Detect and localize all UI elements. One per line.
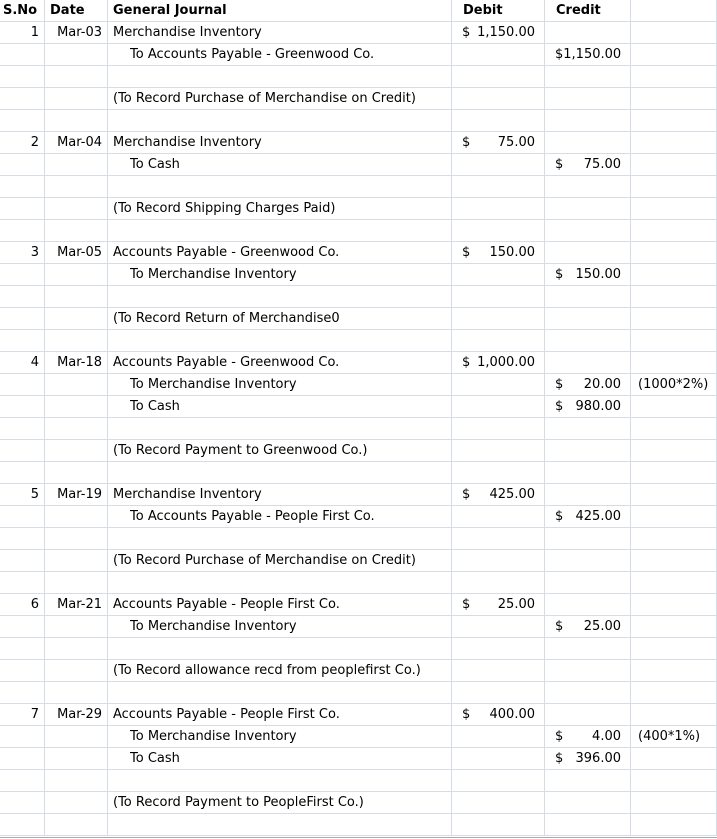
cell-credit[interactable] [545, 242, 631, 264]
amount-value: 425.00 [575, 509, 621, 524]
cell-date[interactable] [45, 44, 108, 66]
cell-date[interactable] [45, 286, 108, 308]
cell-journal[interactable]: (To Record Shipping Charges Paid) [108, 198, 452, 220]
cell-journal[interactable]: (To Record Payment to Greenwood Co.) [108, 440, 452, 462]
cell-sno[interactable] [0, 374, 45, 396]
cell-credit[interactable] [545, 814, 631, 836]
cell-journal[interactable] [108, 220, 452, 242]
cell-credit[interactable] [545, 154, 631, 176]
cell-debit[interactable] [452, 418, 545, 440]
cell-journal[interactable]: To Cash [108, 154, 452, 176]
cell-debit[interactable] [452, 440, 545, 462]
cell-credit[interactable] [545, 792, 631, 814]
cell-note[interactable] [631, 198, 717, 220]
cell-debit[interactable] [452, 176, 545, 198]
cell-journal[interactable] [108, 418, 452, 440]
cell-credit[interactable] [545, 572, 631, 594]
cell-sno[interactable] [0, 110, 45, 132]
cell-note[interactable] [631, 330, 717, 352]
cell-date[interactable]: Mar-04 [45, 132, 108, 154]
cell-journal[interactable]: To Merchandise Inventory [108, 264, 452, 286]
cell-credit[interactable] [545, 550, 631, 572]
amount-value: 1,150.00 [477, 25, 535, 40]
amount-value: 25.00 [497, 597, 535, 612]
cell-note[interactable] [631, 792, 717, 814]
cell-date[interactable] [45, 506, 108, 528]
cell-credit[interactable] [545, 352, 631, 374]
cell-note[interactable] [631, 594, 717, 616]
amount-value: 425.00 [489, 487, 535, 502]
cell-sno[interactable]: 2 [0, 132, 45, 154]
currency-symbol: $ [462, 25, 471, 40]
cell-note[interactable] [631, 66, 717, 88]
cell-credit[interactable] [545, 198, 631, 220]
cell-date[interactable] [45, 66, 108, 88]
cell-debit[interactable] [452, 352, 545, 374]
cell-date[interactable] [45, 682, 108, 704]
cell-journal[interactable] [108, 572, 452, 594]
currency-symbol: $ [555, 399, 564, 414]
cell-date[interactable]: Mar-05 [45, 242, 108, 264]
cell-note[interactable] [631, 770, 717, 792]
cell-sno[interactable] [0, 264, 45, 286]
cell-sno[interactable] [0, 770, 45, 792]
cell-debit[interactable] [452, 308, 545, 330]
cell-note[interactable]: (400*1%) [631, 726, 717, 748]
sheet-bottom-edge [0, 837, 717, 838]
cell-sno[interactable] [0, 550, 45, 572]
currency-symbol: $ [462, 355, 471, 370]
cell-credit[interactable] [545, 22, 631, 44]
cell-note[interactable] [631, 682, 717, 704]
cell-sno[interactable]: 1 [0, 22, 45, 44]
cell-sno[interactable] [0, 286, 45, 308]
cell-debit[interactable] [452, 286, 545, 308]
cell-note[interactable] [631, 176, 717, 198]
cell-debit[interactable] [452, 528, 545, 550]
cell-sno[interactable] [0, 792, 45, 814]
cell-debit[interactable] [452, 682, 545, 704]
cell-sno[interactable] [0, 660, 45, 682]
cell-date[interactable] [45, 176, 108, 198]
currency-symbol: $ [462, 597, 471, 612]
cell-note[interactable] [631, 396, 717, 418]
currency-symbol: $ [555, 267, 564, 282]
cell-credit[interactable] [545, 704, 631, 726]
cell-sno[interactable] [0, 66, 45, 88]
cell-credit[interactable] [545, 286, 631, 308]
cell-credit[interactable] [545, 462, 631, 484]
cell-credit[interactable] [545, 594, 631, 616]
cell-journal[interactable]: To Merchandise Inventory [108, 616, 452, 638]
cell-credit[interactable] [545, 660, 631, 682]
cell-date[interactable] [45, 770, 108, 792]
cell-sno[interactable] [0, 330, 45, 352]
cell-note[interactable] [631, 440, 717, 462]
cell-credit[interactable] [545, 66, 631, 88]
cell-debit[interactable] [452, 374, 545, 396]
cell-journal[interactable] [108, 176, 452, 198]
cell-sno[interactable] [0, 506, 45, 528]
cell-note[interactable] [631, 550, 717, 572]
cell-note[interactable] [631, 88, 717, 110]
cell-date[interactable] [45, 660, 108, 682]
cell-journal[interactable] [108, 66, 452, 88]
cell-date[interactable]: Mar-18 [45, 352, 108, 374]
header-credit[interactable]: Credit [545, 0, 631, 22]
cell-debit[interactable] [452, 748, 545, 770]
cell-credit[interactable] [545, 638, 631, 660]
cell-credit[interactable] [545, 418, 631, 440]
cell-credit[interactable] [545, 748, 631, 770]
cell-note[interactable] [631, 462, 717, 484]
currency-symbol: $ [555, 729, 564, 744]
cell-credit[interactable] [545, 506, 631, 528]
cell-sno[interactable] [0, 88, 45, 110]
cell-date[interactable] [45, 462, 108, 484]
cell-date[interactable] [45, 198, 108, 220]
cell-journal[interactable]: (To Record Payment to PeopleFirst Co.) [108, 792, 452, 814]
cell-debit[interactable] [452, 242, 545, 264]
cell-note[interactable] [631, 616, 717, 638]
cell-credit[interactable] [545, 132, 631, 154]
cell-credit[interactable] [545, 374, 631, 396]
amount-value: 150.00 [489, 245, 535, 260]
cell-debit[interactable] [452, 88, 545, 110]
cell-debit[interactable] [452, 792, 545, 814]
cell-journal[interactable]: (To Record Purchase of Merchandise on Credit) [108, 88, 452, 110]
amount-value: 25.00 [583, 619, 621, 634]
cell-date[interactable]: Mar-29 [45, 704, 108, 726]
cell-date[interactable]: Mar-21 [45, 594, 108, 616]
cell-journal[interactable]: Merchandise Inventory [108, 22, 452, 44]
cell-debit[interactable] [452, 154, 545, 176]
cell-credit[interactable] [545, 770, 631, 792]
cell-sno[interactable] [0, 418, 45, 440]
cell-debit[interactable] [452, 638, 545, 660]
cell-date[interactable] [45, 330, 108, 352]
cell-note[interactable] [631, 154, 717, 176]
cell-note[interactable] [631, 220, 717, 242]
cell-credit[interactable] [545, 682, 631, 704]
cell-date[interactable] [45, 374, 108, 396]
cell-debit[interactable] [452, 704, 545, 726]
cell-debit[interactable] [452, 396, 545, 418]
cell-note[interactable] [631, 44, 717, 66]
cell-journal[interactable] [108, 286, 452, 308]
cell-date[interactable] [45, 616, 108, 638]
cell-debit[interactable] [452, 66, 545, 88]
header-date[interactable]: Date [45, 0, 108, 22]
cell-debit[interactable] [452, 770, 545, 792]
currency-symbol: $ [555, 157, 564, 172]
cell-date[interactable] [45, 528, 108, 550]
amount-value: 75.00 [497, 135, 535, 150]
currency-symbol: $ [555, 751, 564, 766]
cell-debit[interactable] [452, 550, 545, 572]
header-general-journal[interactable]: General Journal [108, 0, 452, 22]
cell-journal[interactable]: Merchandise Inventory [108, 132, 452, 154]
cell-debit[interactable] [452, 506, 545, 528]
cell-credit[interactable] [545, 44, 631, 66]
cell-date[interactable] [45, 110, 108, 132]
cell-debit[interactable] [452, 330, 545, 352]
currency-symbol: $ [462, 487, 471, 502]
amount-value: 4.00 [592, 729, 621, 744]
cell-debit[interactable] [452, 220, 545, 242]
cell-journal[interactable] [108, 110, 452, 132]
cell-sno[interactable]: 5 [0, 484, 45, 506]
cell-debit[interactable] [452, 462, 545, 484]
cell-journal[interactable]: Accounts Payable - People First Co. [108, 704, 452, 726]
cell-date[interactable] [45, 154, 108, 176]
cell-journal[interactable]: (To Record Purchase of Merchandise on Credit) [108, 550, 452, 572]
amount-value: 980.00 [575, 399, 621, 414]
cell-date[interactable] [45, 220, 108, 242]
cell-credit[interactable] [545, 264, 631, 286]
cell-note[interactable] [631, 484, 717, 506]
cell-note[interactable] [631, 418, 717, 440]
cell-journal[interactable]: Accounts Payable - People First Co. [108, 594, 452, 616]
cell-sno[interactable] [0, 616, 45, 638]
cell-sno[interactable] [0, 154, 45, 176]
currency-symbol: $ [555, 619, 564, 634]
cell-journal[interactable]: To Merchandise Inventory [108, 726, 452, 748]
cell-date[interactable]: Mar-03 [45, 22, 108, 44]
cell-note[interactable] [631, 110, 717, 132]
cell-journal[interactable]: (To Record Return of Merchandise0 [108, 308, 452, 330]
cell-date[interactable]: Mar-19 [45, 484, 108, 506]
cell-credit[interactable] [545, 308, 631, 330]
cell-sno[interactable] [0, 726, 45, 748]
cell-journal[interactable]: Accounts Payable - Greenwood Co. [108, 352, 452, 374]
currency-symbol: $ [555, 47, 564, 62]
cell-debit[interactable] [452, 594, 545, 616]
currency-symbol: $ [462, 245, 471, 260]
currency-symbol: $ [462, 707, 471, 722]
cell-debit[interactable] [452, 484, 545, 506]
cell-debit[interactable] [452, 22, 545, 44]
cell-sno[interactable] [0, 638, 45, 660]
cell-sno[interactable] [0, 44, 45, 66]
cell-note[interactable] [631, 132, 717, 154]
cell-journal[interactable] [108, 682, 452, 704]
cell-debit[interactable] [452, 264, 545, 286]
cell-note[interactable] [631, 814, 717, 836]
cell-debit[interactable] [452, 814, 545, 836]
cell-journal[interactable]: Accounts Payable - Greenwood Co. [108, 242, 452, 264]
cell-date[interactable] [45, 396, 108, 418]
cell-date[interactable] [45, 264, 108, 286]
amount-value: 396.00 [575, 751, 621, 766]
cell-date[interactable] [45, 726, 108, 748]
cell-credit[interactable] [545, 726, 631, 748]
cell-note[interactable] [631, 572, 717, 594]
cell-debit[interactable] [452, 132, 545, 154]
cell-journal[interactable] [108, 528, 452, 550]
cell-note[interactable] [631, 506, 717, 528]
cell-note[interactable] [631, 352, 717, 374]
cell-credit[interactable] [545, 440, 631, 462]
cell-sno[interactable] [0, 682, 45, 704]
cell-note[interactable] [631, 264, 717, 286]
amount-value: 1,150.00 [563, 47, 622, 62]
amount-value: 1,000.00 [477, 355, 535, 370]
cell-note[interactable] [631, 22, 717, 44]
cell-sno[interactable] [0, 440, 45, 462]
cell-note[interactable] [631, 748, 717, 770]
cell-sno[interactable]: 6 [0, 594, 45, 616]
cell-credit[interactable] [545, 396, 631, 418]
cell-credit[interactable] [545, 88, 631, 110]
cell-journal[interactable] [108, 770, 452, 792]
currency-symbol: $ [555, 377, 564, 392]
cell-journal[interactable]: To Cash [108, 396, 452, 418]
cell-sno[interactable] [0, 220, 45, 242]
cell-date[interactable] [45, 308, 108, 330]
cell-sno[interactable] [0, 198, 45, 220]
cell-journal[interactable]: To Accounts Payable - Greenwood Co. [108, 44, 452, 66]
cell-journal[interactable]: To Accounts Payable - People First Co. [108, 506, 452, 528]
cell-sno[interactable] [0, 572, 45, 594]
cell-note[interactable] [631, 242, 717, 264]
cell-sno[interactable] [0, 462, 45, 484]
cell-sno[interactable] [0, 176, 45, 198]
cell-sno[interactable] [0, 748, 45, 770]
cell-date[interactable] [45, 792, 108, 814]
cell-sno[interactable]: 4 [0, 352, 45, 374]
cell-note[interactable] [631, 638, 717, 660]
amount-value: 20.00 [583, 377, 621, 392]
cell-credit[interactable] [545, 484, 631, 506]
cell-sno[interactable] [0, 814, 45, 836]
cell-sno[interactable] [0, 308, 45, 330]
cell-debit[interactable] [452, 110, 545, 132]
cell-date[interactable] [45, 550, 108, 572]
header-note[interactable] [631, 0, 717, 22]
cell-sno[interactable] [0, 528, 45, 550]
cell-credit[interactable] [545, 330, 631, 352]
cell-date[interactable] [45, 418, 108, 440]
cell-journal[interactable] [108, 638, 452, 660]
cell-debit[interactable] [452, 44, 545, 66]
cell-date[interactable] [45, 814, 108, 836]
cell-sno[interactable]: 7 [0, 704, 45, 726]
cell-date[interactable] [45, 572, 108, 594]
cell-note[interactable] [631, 660, 717, 682]
cell-journal[interactable] [108, 330, 452, 352]
cell-journal[interactable]: To Merchandise Inventory [108, 374, 452, 396]
cell-debit[interactable] [452, 572, 545, 594]
cell-note[interactable] [631, 286, 717, 308]
cell-credit[interactable] [545, 220, 631, 242]
cell-date[interactable] [45, 440, 108, 462]
cell-credit[interactable] [545, 528, 631, 550]
cell-debit[interactable] [452, 198, 545, 220]
cell-note[interactable] [631, 528, 717, 550]
cell-credit[interactable] [545, 110, 631, 132]
amount-value: 150.00 [575, 267, 621, 282]
cell-date[interactable] [45, 88, 108, 110]
cell-journal[interactable]: Merchandise Inventory [108, 484, 452, 506]
cell-note[interactable] [631, 704, 717, 726]
cell-journal[interactable]: (To Record allowance recd from peoplefirst Co.) [108, 660, 452, 682]
cell-debit[interactable] [452, 660, 545, 682]
amount-value: 400.00 [489, 707, 535, 722]
currency-symbol: $ [555, 509, 564, 524]
cell-journal[interactable] [108, 814, 452, 836]
cell-journal[interactable]: To Cash [108, 748, 452, 770]
header-debit[interactable]: Debit [452, 0, 545, 22]
cell-journal[interactable] [108, 462, 452, 484]
cell-date[interactable] [45, 748, 108, 770]
cell-note[interactable]: (1000*2%) [631, 374, 717, 396]
cell-sno[interactable]: 3 [0, 242, 45, 264]
amount-value: 75.00 [583, 157, 621, 172]
cell-credit[interactable] [545, 616, 631, 638]
currency-symbol: $ [462, 135, 471, 150]
cell-note[interactable] [631, 308, 717, 330]
cell-sno[interactable] [0, 396, 45, 418]
cell-debit[interactable] [452, 726, 545, 748]
cell-debit[interactable] [452, 616, 545, 638]
cell-date[interactable] [45, 638, 108, 660]
header-sno[interactable]: S.No [0, 0, 45, 22]
cell-credit[interactable] [545, 176, 631, 198]
